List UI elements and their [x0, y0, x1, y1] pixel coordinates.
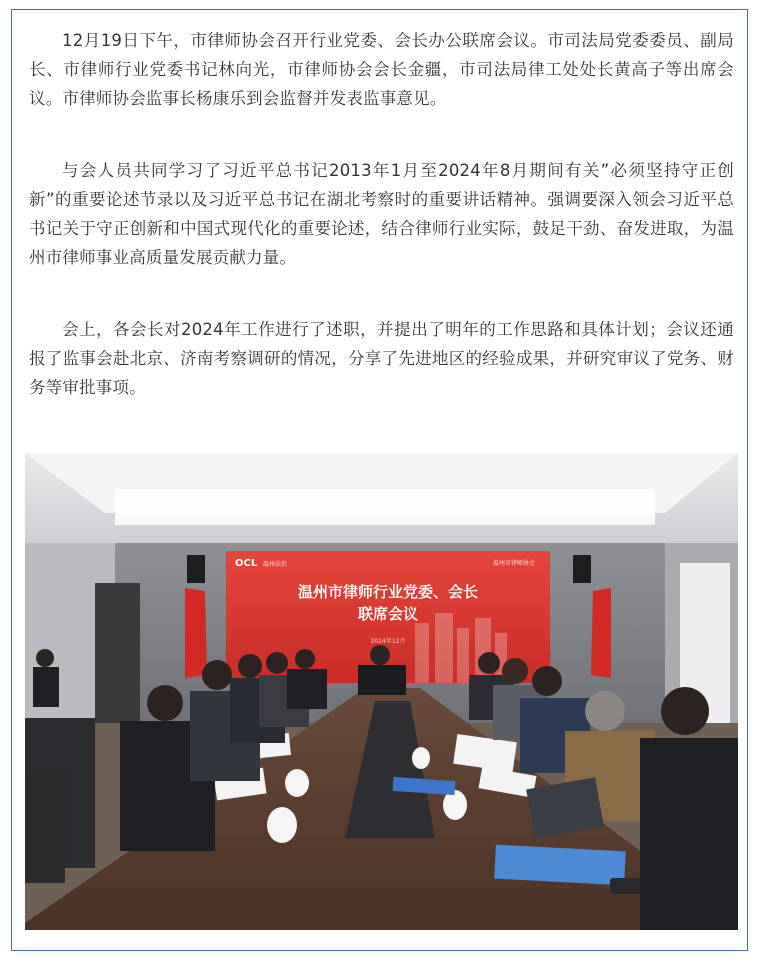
screen-logo-left-sub: 温州法治	[263, 561, 288, 568]
screen-title-line1: 温州市律师行业党委、会长	[297, 583, 479, 601]
meeting-photo	[25, 453, 738, 930]
screen-title-line2: 联席会议	[357, 605, 419, 623]
screen-logo-left: OCL	[235, 558, 258, 569]
screen-date: 2024年12月	[370, 638, 406, 645]
article-frame	[11, 9, 748, 951]
screen-logo-right: 温州市律师协会	[493, 560, 536, 567]
paragraph-2: 与会人员共同学习了习近平总书记2013年1月至2024年8月期间有关”必须坚持守正创新”的重要论述节录以及习近平总书记在湖北考察时的重要讲话精神。强调要深入领会习近平总书记关于守正创新和中国式现代化的重要论述，结合律师行业实际，鼓足干劲、奋发进取，为温州市律师事业高质量发展贡献力量。	[29, 161, 734, 267]
paragraph-3: 会上，各会长对2024年工作进行了述职，并提出了明年的工作思路和具体计划；会议还通报了监事会赴北京、济南考察调研的情况，分享了先进地区的经验成果，并研究审议了党务、财务等审批事项。	[29, 320, 734, 397]
paragraph-1: 12月19日下午，市律师协会召开行业党委、会长办公联席会议。市司法局党委委员、副局长、市律师行业党委书记林向光，市律师协会会长金疆，市司法局律工处处长黄高子等出席会议。市律师协会监事长杨康乐到会监督并发表监事意见。	[29, 31, 734, 108]
